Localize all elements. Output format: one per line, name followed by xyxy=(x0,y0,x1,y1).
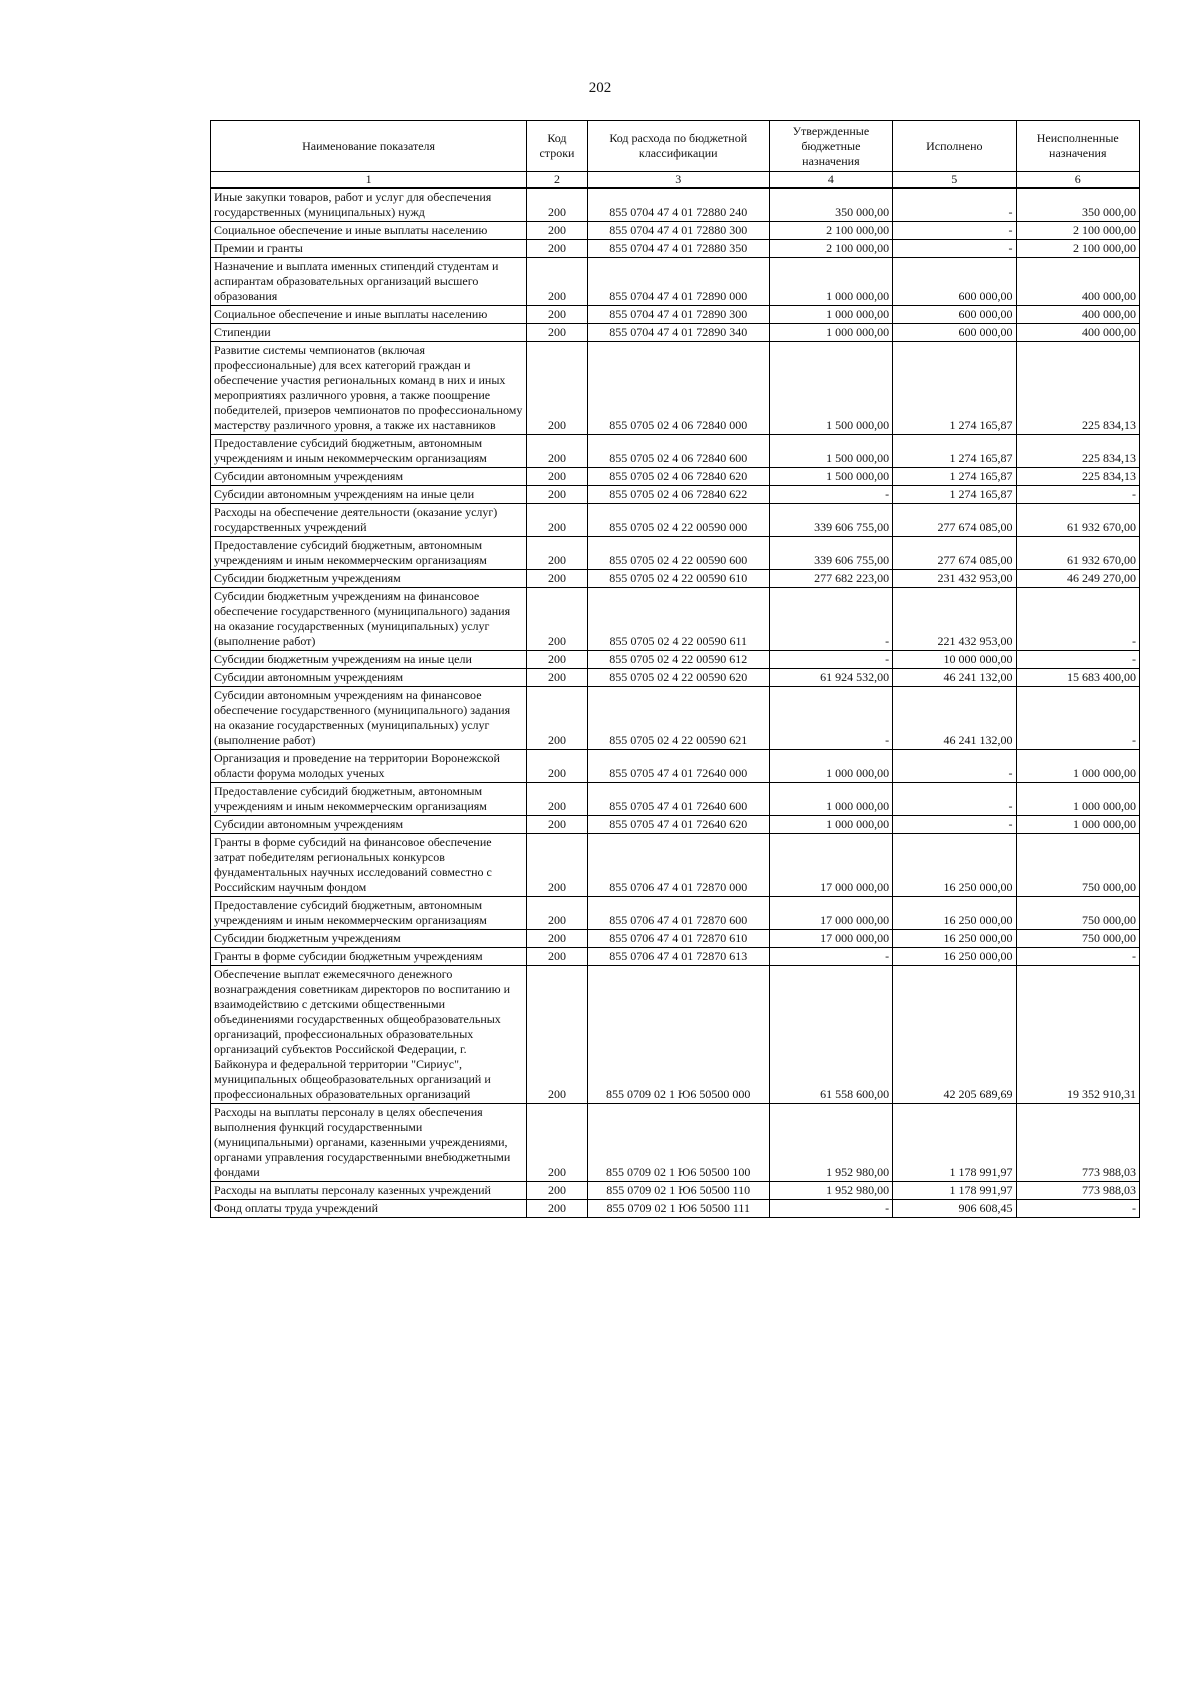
executed-amount-cell: 906 608,45 xyxy=(893,1200,1016,1218)
line-code-cell: 200 xyxy=(527,930,588,948)
header-indicator-name: Наименование показателя xyxy=(211,121,527,172)
indicator-name-cell: Субсидии бюджетным учреждениям на финансовое обеспечение государственного (муниципального) задания на оказание государственных (муниципальных) услуг (выполнение работ) xyxy=(211,588,527,651)
approved-amount-cell: - xyxy=(769,1200,892,1218)
executed-amount-cell: 16 250 000,00 xyxy=(893,897,1016,930)
line-code-cell: 200 xyxy=(527,1200,588,1218)
line-code-cell: 200 xyxy=(527,588,588,651)
table-row xyxy=(211,306,1140,324)
executed-amount-cell: 42 205 689,69 xyxy=(893,966,1016,1104)
unexecuted-amount-cell: 400 000,00 xyxy=(1016,324,1139,342)
table-row xyxy=(211,504,1140,537)
expense-code-cell: 855 0705 47 4 01 72640 600 xyxy=(587,783,769,816)
indicator-name-cell: Предоставление субсидий бюджетным, автономным учреждениям и иным некоммерческим организациям xyxy=(211,897,527,930)
expense-code-cell: 855 0705 02 4 22 00590 611 xyxy=(587,588,769,651)
executed-amount-cell: 1 274 165,87 xyxy=(893,486,1016,504)
table-row xyxy=(211,897,1140,930)
table-row xyxy=(211,588,1140,651)
expense-code-cell: 855 0709 02 1 Ю6 50500 100 xyxy=(587,1104,769,1182)
line-code-cell: 200 xyxy=(527,948,588,966)
executed-amount-cell: 221 432 953,00 xyxy=(893,588,1016,651)
unexecuted-amount-cell: 773 988,03 xyxy=(1016,1104,1139,1182)
table-row xyxy=(211,834,1140,897)
approved-amount-cell: 1 000 000,00 xyxy=(769,750,892,783)
indicator-name-cell: Организация и проведение на территории Воронежской области форума молодых ученых xyxy=(211,750,527,783)
line-code-cell: 200 xyxy=(527,834,588,897)
table-row xyxy=(211,468,1140,486)
expense-code-cell: 855 0705 02 4 06 72840 600 xyxy=(587,435,769,468)
line-code-cell: 200 xyxy=(527,222,588,240)
approved-amount-cell: 1 000 000,00 xyxy=(769,258,892,306)
approved-amount-cell: 17 000 000,00 xyxy=(769,897,892,930)
line-code-cell: 200 xyxy=(527,306,588,324)
indicator-name-cell: Субсидии автономным учреждениям xyxy=(211,669,527,687)
approved-amount-cell: 2 100 000,00 xyxy=(769,240,892,258)
table-row xyxy=(211,324,1140,342)
unexecuted-amount-cell: 1 000 000,00 xyxy=(1016,750,1139,783)
unexecuted-amount-cell: 225 834,13 xyxy=(1016,342,1139,435)
executed-amount-cell: 600 000,00 xyxy=(893,258,1016,306)
indicator-name-cell: Субсидии автономным учреждениям xyxy=(211,468,527,486)
line-code-cell: 200 xyxy=(527,897,588,930)
indicator-name-cell: Предоставление субсидий бюджетным, автономным учреждениям и иным некоммерческим организациям xyxy=(211,435,527,468)
indicator-name-cell: Предоставление субсидий бюджетным, автономным учреждениям и иным некоммерческим организациям xyxy=(211,783,527,816)
approved-amount-cell: 1 000 000,00 xyxy=(769,783,892,816)
unexecuted-amount-cell: - xyxy=(1016,948,1139,966)
header-unexecuted: Неисполненные назначения xyxy=(1016,121,1139,172)
column-number: 5 xyxy=(893,172,1016,189)
expense-code-cell: 855 0705 02 4 22 00590 600 xyxy=(587,537,769,570)
line-code-cell: 200 xyxy=(527,651,588,669)
line-code-cell: 200 xyxy=(527,966,588,1104)
expense-code-cell: 855 0706 47 4 01 72870 613 xyxy=(587,948,769,966)
executed-amount-cell: 277 674 085,00 xyxy=(893,537,1016,570)
line-code-cell: 200 xyxy=(527,258,588,306)
indicator-name-cell: Стипендии xyxy=(211,324,527,342)
approved-amount-cell: 350 000,00 xyxy=(769,188,892,222)
executed-amount-cell: 1 274 165,87 xyxy=(893,435,1016,468)
unexecuted-amount-cell: 750 000,00 xyxy=(1016,834,1139,897)
unexecuted-amount-cell: - xyxy=(1016,1200,1139,1218)
line-code-cell: 200 xyxy=(527,342,588,435)
line-code-cell: 200 xyxy=(527,240,588,258)
page-number: 202 xyxy=(588,80,612,96)
expense-code-cell: 855 0709 02 1 Ю6 50500 111 xyxy=(587,1200,769,1218)
line-code-cell: 200 xyxy=(527,1182,588,1200)
expense-code-cell: 855 0705 02 4 22 00590 621 xyxy=(587,687,769,750)
table-row xyxy=(211,948,1140,966)
expense-code-cell: 855 0705 02 4 22 00590 620 xyxy=(587,669,769,687)
executed-amount-cell: - xyxy=(893,222,1016,240)
unexecuted-amount-cell: 400 000,00 xyxy=(1016,258,1139,306)
table-row xyxy=(211,537,1140,570)
approved-amount-cell: 61 558 600,00 xyxy=(769,966,892,1104)
column-number: 4 xyxy=(769,172,892,189)
table-row xyxy=(211,188,1140,222)
approved-amount-cell: - xyxy=(769,651,892,669)
line-code-cell: 200 xyxy=(527,669,588,687)
approved-amount-cell: 1 952 980,00 xyxy=(769,1104,892,1182)
executed-amount-cell: - xyxy=(893,188,1016,222)
table-body xyxy=(211,188,1140,1218)
table-row xyxy=(211,240,1140,258)
indicator-name-cell: Субсидии автономным учреждениям xyxy=(211,816,527,834)
executed-amount-cell: 16 250 000,00 xyxy=(893,948,1016,966)
indicator-name-cell: Субсидии бюджетным учреждениям на иные цели xyxy=(211,651,527,669)
line-code-cell: 200 xyxy=(527,188,588,222)
executed-amount-cell: 1 274 165,87 xyxy=(893,342,1016,435)
executed-amount-cell: 1 178 991,97 xyxy=(893,1104,1016,1182)
expense-code-cell: 855 0705 02 4 22 00590 000 xyxy=(587,504,769,537)
expense-code-cell: 855 0709 02 1 Ю6 50500 000 xyxy=(587,966,769,1104)
indicator-name-cell: Расходы на выплаты персоналу казенных учреждений xyxy=(211,1182,527,1200)
line-code-cell: 200 xyxy=(527,324,588,342)
executed-amount-cell: 600 000,00 xyxy=(893,324,1016,342)
executed-amount-cell: - xyxy=(893,240,1016,258)
table-row xyxy=(211,966,1140,1104)
line-code-cell: 200 xyxy=(527,816,588,834)
expense-code-cell: 855 0705 02 4 06 72840 000 xyxy=(587,342,769,435)
unexecuted-amount-cell: 1 000 000,00 xyxy=(1016,783,1139,816)
executed-amount-cell: - xyxy=(893,816,1016,834)
indicator-name-cell: Расходы на выплаты персоналу в целях обеспечения выполнения функций государственными (муниципальными) органами, казенными учреждениями, органами управления государственными внебюджетными фондами xyxy=(211,1104,527,1182)
expense-code-cell: 855 0705 47 4 01 72640 620 xyxy=(587,816,769,834)
approved-amount-cell: 339 606 755,00 xyxy=(769,537,892,570)
executed-amount-cell: - xyxy=(893,750,1016,783)
indicator-name-cell: Субсидии автономным учреждениям на иные цели xyxy=(211,486,527,504)
indicator-name-cell: Гранты в форме субсидий на финансовое обеспечение затрат победителям региональных конкурсов фундаментальных научных исследований совместно с Российским научным фондом xyxy=(211,834,527,897)
unexecuted-amount-cell: - xyxy=(1016,687,1139,750)
executed-amount-cell: 46 241 132,00 xyxy=(893,687,1016,750)
approved-amount-cell: 17 000 000,00 xyxy=(769,930,892,948)
executed-amount-cell: 16 250 000,00 xyxy=(893,930,1016,948)
table-row xyxy=(211,1182,1140,1200)
unexecuted-amount-cell: 61 932 670,00 xyxy=(1016,504,1139,537)
approved-amount-cell: - xyxy=(769,687,892,750)
column-number: 1 xyxy=(211,172,527,189)
approved-amount-cell: 1 500 000,00 xyxy=(769,342,892,435)
table-row xyxy=(211,570,1140,588)
line-code-cell: 200 xyxy=(527,750,588,783)
line-code-cell: 200 xyxy=(527,537,588,570)
indicator-name-cell: Гранты в форме субсидии бюджетным учреждениям xyxy=(211,948,527,966)
header-line-code: Код строки xyxy=(527,121,588,172)
unexecuted-amount-cell: 750 000,00 xyxy=(1016,897,1139,930)
expense-code-cell: 855 0705 02 4 22 00590 612 xyxy=(587,651,769,669)
indicator-name-cell: Обеспечение выплат ежемесячного денежного вознаграждения советникам директоров по воспитанию и взаимодействию с детскими общественными объединениями государственных общеобразовательных организаций, профессиональных образовательных организаций субъектов Российской Федерации, г. Байконура и федеральной территории "Сириус", муниципальных общеобразовательных организаций и профессиональных образовательных организаций xyxy=(211,966,527,1104)
unexecuted-amount-cell: 2 100 000,00 xyxy=(1016,240,1139,258)
header-row xyxy=(211,121,1140,172)
approved-amount-cell: - xyxy=(769,948,892,966)
executed-amount-cell: 16 250 000,00 xyxy=(893,834,1016,897)
unexecuted-amount-cell: 15 683 400,00 xyxy=(1016,669,1139,687)
indicator-name-cell: Социальное обеспечение и иные выплаты населению xyxy=(211,222,527,240)
approved-amount-cell: 1 000 000,00 xyxy=(769,306,892,324)
expense-code-cell: 855 0704 47 4 01 72890 000 xyxy=(587,258,769,306)
executed-amount-cell: - xyxy=(893,783,1016,816)
column-numbers-row xyxy=(211,172,1140,189)
table-row xyxy=(211,816,1140,834)
table-row xyxy=(211,783,1140,816)
unexecuted-amount-cell: 225 834,13 xyxy=(1016,468,1139,486)
approved-amount-cell: 1 500 000,00 xyxy=(769,468,892,486)
indicator-name-cell: Субсидии бюджетным учреждениям xyxy=(211,930,527,948)
line-code-cell: 200 xyxy=(527,435,588,468)
indicator-name-cell: Фонд оплаты труда учреждений xyxy=(211,1200,527,1218)
approved-amount-cell: 1 000 000,00 xyxy=(769,324,892,342)
approved-amount-cell: 1 500 000,00 xyxy=(769,435,892,468)
expense-code-cell: 855 0704 47 4 01 72890 300 xyxy=(587,306,769,324)
expense-code-cell: 855 0705 47 4 01 72640 000 xyxy=(587,750,769,783)
expense-code-cell: 855 0706 47 4 01 72870 000 xyxy=(587,834,769,897)
indicator-name-cell: Субсидии автономным учреждениям на финансовое обеспечение государственного (муниципального) задания на оказание государственных (муниципальных) услуг (выполнение работ) xyxy=(211,687,527,750)
table-row xyxy=(211,1104,1140,1182)
table-row xyxy=(211,222,1140,240)
expense-code-cell: 855 0705 02 4 06 72840 620 xyxy=(587,468,769,486)
unexecuted-amount-cell: 773 988,03 xyxy=(1016,1182,1139,1200)
table-row xyxy=(211,687,1140,750)
approved-amount-cell: 339 606 755,00 xyxy=(769,504,892,537)
table-row xyxy=(211,1200,1140,1218)
approved-amount-cell: 1 952 980,00 xyxy=(769,1182,892,1200)
table-row xyxy=(211,651,1140,669)
line-code-cell: 200 xyxy=(527,570,588,588)
unexecuted-amount-cell: 46 249 270,00 xyxy=(1016,570,1139,588)
table-row xyxy=(211,258,1140,306)
expense-code-cell: 855 0704 47 4 01 72890 340 xyxy=(587,324,769,342)
column-number: 6 xyxy=(1016,172,1139,189)
line-code-cell: 200 xyxy=(527,687,588,750)
column-number: 3 xyxy=(587,172,769,189)
expense-code-cell: 855 0706 47 4 01 72870 600 xyxy=(587,897,769,930)
line-code-cell: 200 xyxy=(527,468,588,486)
unexecuted-amount-cell: 2 100 000,00 xyxy=(1016,222,1139,240)
header-expense-code: Код расхода по бюджетной классификации xyxy=(587,121,769,172)
unexecuted-amount-cell: - xyxy=(1016,486,1139,504)
expense-code-cell: 855 0704 47 4 01 72880 240 xyxy=(587,188,769,222)
executed-amount-cell: 46 241 132,00 xyxy=(893,669,1016,687)
expense-code-cell: 855 0705 02 4 22 00590 610 xyxy=(587,570,769,588)
unexecuted-amount-cell: 400 000,00 xyxy=(1016,306,1139,324)
budget-report-table xyxy=(210,120,1140,1218)
indicator-name-cell: Субсидии бюджетным учреждениям xyxy=(211,570,527,588)
expense-code-cell: 855 0705 02 4 06 72840 622 xyxy=(587,486,769,504)
executed-amount-cell: 600 000,00 xyxy=(893,306,1016,324)
table-row xyxy=(211,669,1140,687)
column-number: 2 xyxy=(527,172,588,189)
indicator-name-cell: Социальное обеспечение и иные выплаты населению xyxy=(211,306,527,324)
table-row xyxy=(211,342,1140,435)
indicator-name-cell: Предоставление субсидий бюджетным, автономным учреждениям и иным некоммерческим организациям xyxy=(211,537,527,570)
executed-amount-cell: 231 432 953,00 xyxy=(893,570,1016,588)
indicator-name-cell: Назначение и выплата именных стипендий студентам и аспирантам образовательных организаций высшего образования xyxy=(211,258,527,306)
table-row xyxy=(211,930,1140,948)
indicator-name-cell: Премии и гранты xyxy=(211,240,527,258)
executed-amount-cell: 10 000 000,00 xyxy=(893,651,1016,669)
unexecuted-amount-cell: 19 352 910,31 xyxy=(1016,966,1139,1104)
indicator-name-cell: Развитие системы чемпионатов (включая профессиональные) для всех категорий граждан и обеспечение участия региональных команд в них и иных мероприятиях различного уровня, а также поощрение победителей, призеров чемпионатов по профессиональному мастерству различного уровня, а также их наставников xyxy=(211,342,527,435)
unexecuted-amount-cell: - xyxy=(1016,588,1139,651)
table-row xyxy=(211,435,1140,468)
approved-amount-cell: 2 100 000,00 xyxy=(769,222,892,240)
line-code-cell: 200 xyxy=(527,504,588,537)
line-code-cell: 200 xyxy=(527,1104,588,1182)
executed-amount-cell: 277 674 085,00 xyxy=(893,504,1016,537)
expense-code-cell: 855 0706 47 4 01 72870 610 xyxy=(587,930,769,948)
executed-amount-cell: 1 274 165,87 xyxy=(893,468,1016,486)
approved-amount-cell: 277 682 223,00 xyxy=(769,570,892,588)
approved-amount-cell: - xyxy=(769,588,892,651)
approved-amount-cell: 1 000 000,00 xyxy=(769,816,892,834)
unexecuted-amount-cell: 61 932 670,00 xyxy=(1016,537,1139,570)
executed-amount-cell: 1 178 991,97 xyxy=(893,1182,1016,1200)
unexecuted-amount-cell: 225 834,13 xyxy=(1016,435,1139,468)
header-approved: Утвержденные бюджетные назначения xyxy=(769,121,892,172)
approved-amount-cell: 61 924 532,00 xyxy=(769,669,892,687)
expense-code-cell: 855 0704 47 4 01 72880 350 xyxy=(587,240,769,258)
unexecuted-amount-cell: 750 000,00 xyxy=(1016,930,1139,948)
table-row xyxy=(211,750,1140,783)
indicator-name-cell: Иные закупки товаров, работ и услуг для обеспечения государственных (муниципальных) нужд xyxy=(211,188,527,222)
unexecuted-amount-cell: 350 000,00 xyxy=(1016,188,1139,222)
line-code-cell: 200 xyxy=(527,486,588,504)
unexecuted-amount-cell: - xyxy=(1016,651,1139,669)
table-row xyxy=(211,486,1140,504)
line-code-cell: 200 xyxy=(527,783,588,816)
indicator-name-cell: Расходы на обеспечение деятельности (оказание услуг) государственных учреждений xyxy=(211,504,527,537)
approved-amount-cell: - xyxy=(769,486,892,504)
header-executed: Исполнено xyxy=(893,121,1016,172)
expense-code-cell: 855 0704 47 4 01 72880 300 xyxy=(587,222,769,240)
unexecuted-amount-cell: 1 000 000,00 xyxy=(1016,816,1139,834)
approved-amount-cell: 17 000 000,00 xyxy=(769,834,892,897)
expense-code-cell: 855 0709 02 1 Ю6 50500 110 xyxy=(587,1182,769,1200)
